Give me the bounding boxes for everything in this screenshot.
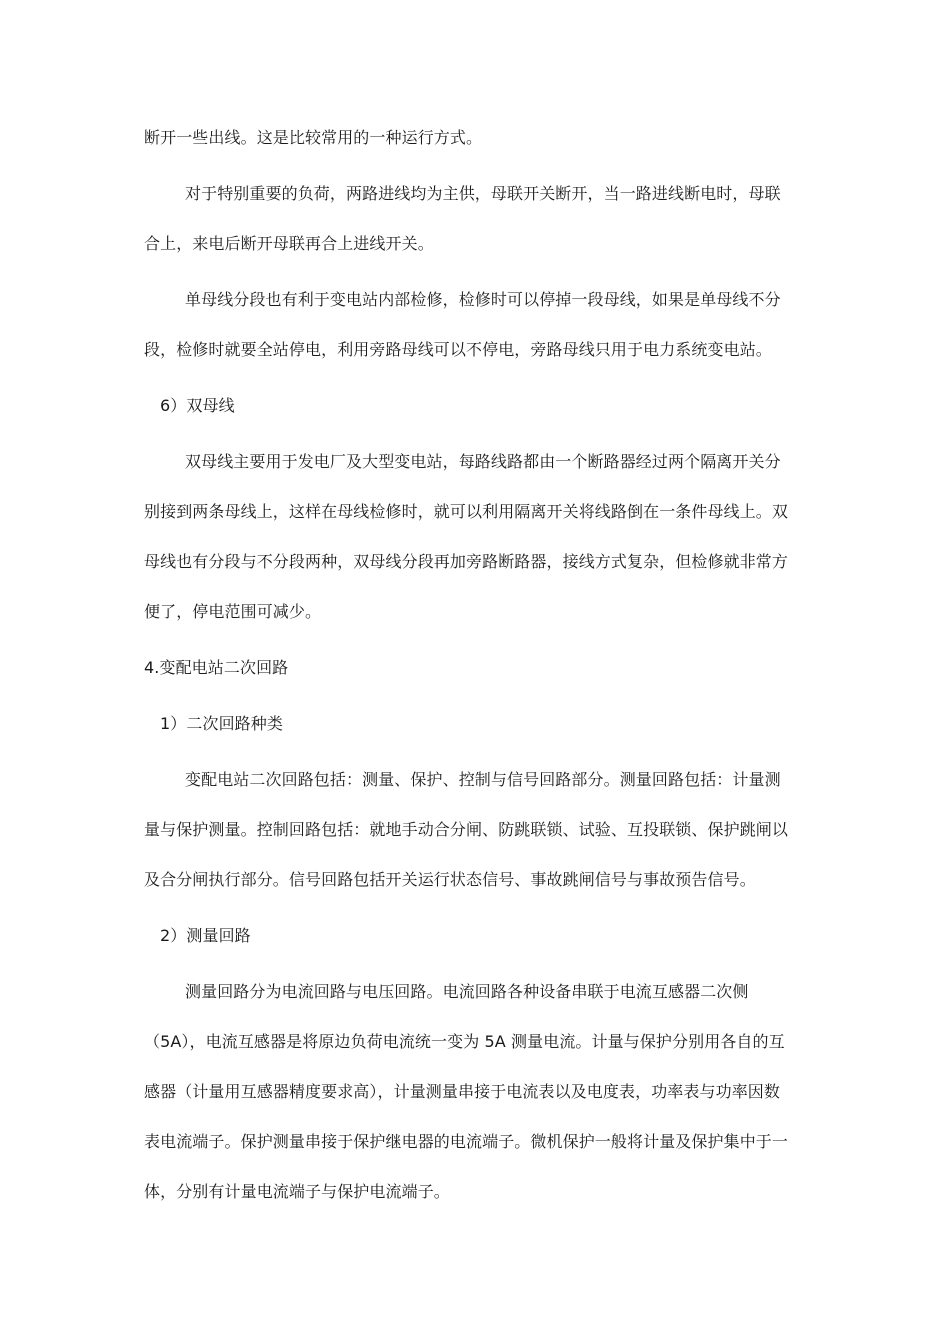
paragraph-line: 便了，停电范围可减少。: [144, 602, 322, 621]
paragraph-line: 断开一些出线。这是比较常用的一种运行方式。: [144, 128, 483, 147]
paragraph-line: 体，分别有计量电流端子与保护电流端子。: [144, 1182, 450, 1201]
paragraph-line: 单母线分段也有利于变电站内部检修，检修时可以停掉一段母线，如果是单母线不分: [185, 290, 781, 309]
section-heading-secondary-circuit: 4.变配电站二次回路: [144, 658, 289, 677]
paragraph-line: 合上，来电后断开母联再合上进线开关。: [144, 234, 434, 253]
paragraph-line: 双母线主要用于发电厂及大型变电站，每路线路都由一个断路器经过两个隔离开关分: [185, 452, 781, 471]
paragraph-line: 段，检修时就要全站停电，利用旁路母线可以不停电，旁路母线只用于电力系统变电站。: [144, 340, 772, 359]
paragraph-line: 及合分闸执行部分。信号回路包括开关运行状态信号、事故跳闸信号与事故预告信号。: [144, 870, 756, 889]
subheading-measurement-circuit: 2）测量回路: [160, 926, 251, 945]
paragraph-line: 变配电站二次回路包括：测量、保护、控制与信号回路部分。测量回路包括：计量测: [185, 770, 781, 789]
subheading-circuit-types: 1）二次回路种类: [160, 714, 283, 733]
paragraph-line: 表电流端子。保护测量串接于保护继电器的电流端子。微机保护一般将计量及保护集中于一: [144, 1132, 789, 1151]
subheading-double-busbar: 6）双母线: [160, 396, 235, 415]
paragraph-line: 量与保护测量。控制回路包括：就地手动合分闸、防跳联锁、试验、互投联锁、保护跳闸以: [144, 820, 789, 839]
paragraph-line: 测量回路分为电流回路与电压回路。电流回路各种设备串联于电流互感器二次侧: [185, 982, 749, 1001]
paragraph-line: 母线也有分段与不分段两种，双母线分段再加旁路断路器，接线方式复杂，但检修就非常方: [144, 552, 789, 571]
paragraph-line: 别接到两条母线上，这样在母线检修时，就可以利用隔离开关将线路倒在一条件母线上。双: [144, 502, 789, 521]
paragraph-line: 对于特别重要的负荷，两路进线均为主供，母联开关断开，当一路进线断电时，母联: [185, 184, 781, 203]
paragraph-line: （5A），电流互感器是将原边负荷电流统一变为 5A 测量电流。计量与保护分别用各自的互: [144, 1032, 785, 1051]
paragraph-line: 感器（计量用互感器精度要求高），计量测量串接于电流表以及电度表，功率表与功率因数: [144, 1082, 781, 1101]
